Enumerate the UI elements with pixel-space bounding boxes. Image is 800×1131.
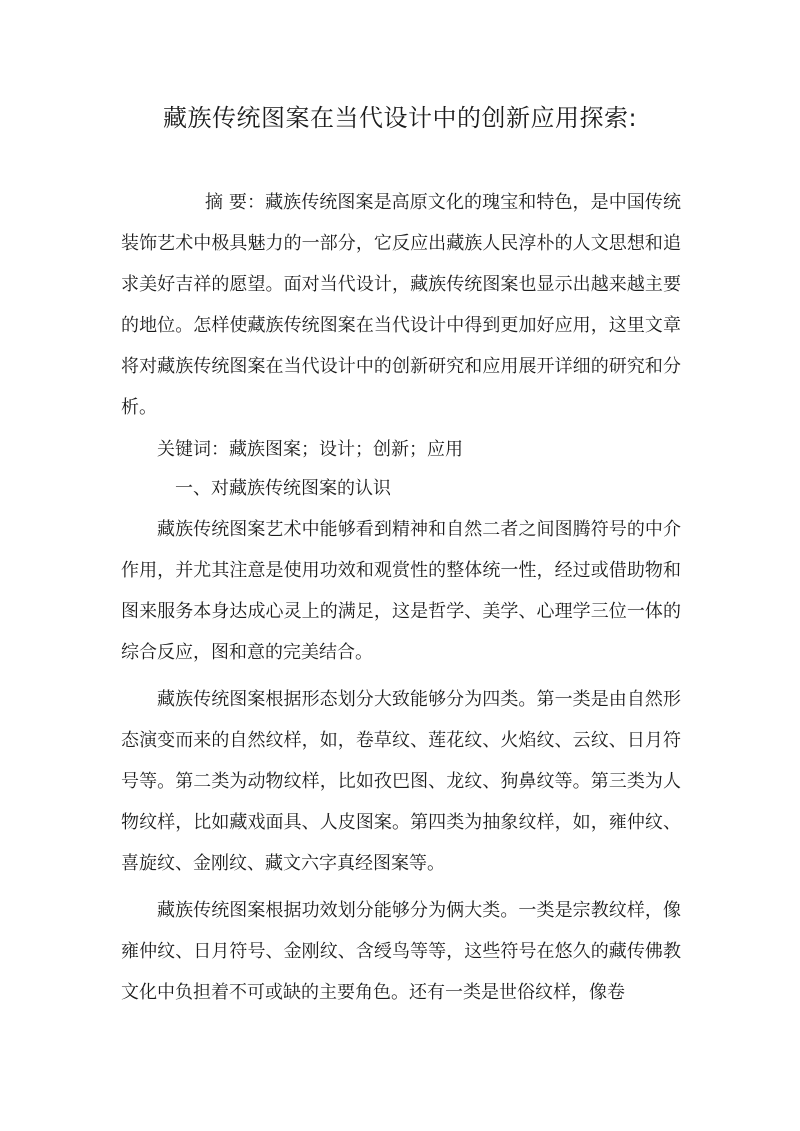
document-title: 藏族传统图案在当代设计中的创新应用探索: bbox=[162, 104, 638, 132]
section-heading: 一、对藏族传统图案的认识 bbox=[175, 478, 391, 499]
abstract-paragraph: 摘 要：藏族传统图案是高原文化的瑰宝和特色，是中国传统装饰艺术中极具魅力的一部分，它反应出藏族人民淳朴的人文思想和追求美好吉祥的愿望。面对当代设计，藏族传统图案也显示出越来越主要的地位。怎样使藏族传统图案在当代设计中得到更加好应用，这里文章将对藏族传统图案在当代设计中的创新研究和应用展开详细的研究和分析。 bbox=[121, 192, 681, 418]
body-paragraph: 藏族传统图案根据功效划分能够分为俩大类。一类是宗教纹样，像雍仲纹、日月符号、金刚纹、含绶鸟等等，这些符号在悠久的藏传佛教文化中负担着不可或缺的主要角色。还有一类是世俗纹样，像卷 bbox=[121, 900, 681, 1003]
body-paragraph: 藏族传统图案艺术中能够看到精神和自然二者之间图腾符号的中介作用，并尤其注意是使用功效和观赏性的整体统一性，经过或借助物和图来服务本身达成心灵上的满足，这是哲学、美学、心理学三位一体的综合反应，图和意的完美结合。 bbox=[121, 519, 681, 663]
document-body bbox=[121, 182, 681, 1013]
keywords-line: 关键词：藏族图案；设计；创新；应用 bbox=[157, 439, 463, 460]
body-paragraph: 藏族传统图案根据形态划分大致能够分为四类。第一类是由自然形态演变而来的自然纹样，如，卷草纹、莲花纹、火焰纹、云纹、日月符号等。第二类为动物纹样，比如孜巴图、龙纹、狗鼻纹等。第三类为人物纹样，比如藏戏面具、人皮图案。第四类为抽象纹样，如，雍仲纹、喜旋纹、金刚纹、藏文六字真经图案等。 bbox=[121, 689, 681, 874]
